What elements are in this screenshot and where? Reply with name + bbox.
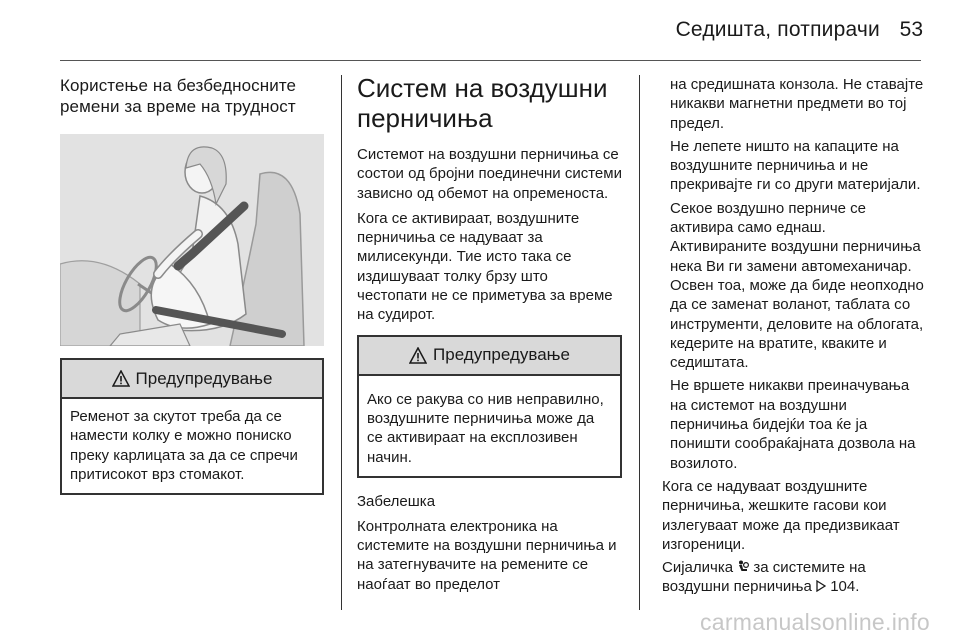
- header-rule: [60, 60, 921, 61]
- paragraph-control-indicator: [662, 558, 926, 597]
- watermark: carmanualsonline.info: [699, 609, 930, 635]
- warning-title: Предупредување: [135, 368, 273, 388]
- note-heading: Забелешка: [357, 492, 436, 510]
- warning-text: Ако се ракува со нив неправилно, воздушните перничиња може да се активираат на експлозивен начин.: [367, 390, 604, 466]
- section-heading-airbags: Систем на воздушни перничиња: [357, 73, 608, 133]
- indicator-description: за системите на воздушни перничиња: [662, 559, 866, 596]
- paragraph-airbag-system: Системот на воздушни перничиња се состои од бројни поединечни системи зависно од обемот на опременоста.: [357, 146, 622, 202]
- warning-header: [359, 337, 620, 376]
- warning-title: Предупредување: [433, 345, 570, 365]
- warning-text: Ременот за скутот треба да се намести колку е можно пониско преку карлицата за да се спречи притисокот врз стомакот.: [70, 408, 298, 483]
- warning-triangle-icon: [409, 347, 427, 364]
- warning-box-airbags: [357, 335, 622, 478]
- paragraph-hot-gases: Кога се надуваат воздушните перничиња, жешките гасови кои излегуваат може да предизвикаат изгореници.: [662, 477, 900, 553]
- warning-triangle-icon: [112, 370, 130, 387]
- paragraph-covers: Не лепете ништо на капаците на воздушните перничиња и не прекривајте ги со други материјали.: [670, 137, 921, 194]
- section-heading-pregnancy: Користење на безбедносните ремени за време на трудност: [60, 76, 297, 116]
- page-number: 53: [899, 18, 923, 41]
- column-3: [662, 75, 926, 601]
- indicator-label: Сијаличка: [662, 559, 734, 577]
- note-text: Контролната електроника на системите на воздушни перничиња и на затегнувачите на ремените се наоѓаат во пределот: [357, 517, 617, 593]
- warning-header: [62, 360, 322, 399]
- page-reference-arrow-icon: [816, 580, 826, 592]
- column-divider-right: [639, 75, 640, 610]
- page-reference[interactable]: 104.: [830, 578, 860, 596]
- column-divider-left: [341, 75, 342, 610]
- paragraph-airbag-activation: Кога се активираат, воздушните перничиња се надуваат за милисекунди. Тие исто така се издишуваат толку брзу што честопати не се приметува за време на судирот.: [357, 209, 613, 324]
- running-title: Седишта, потпирачи: [675, 18, 880, 41]
- warning-box-pregnancy: [60, 358, 324, 495]
- paragraph-magnetic-objects: на средишната конзола. Не ставајте никакви магнетни предмети во тој предел.: [670, 76, 924, 132]
- column-2: [357, 75, 622, 594]
- pregnant-woman-seatbelt-illustration: [60, 134, 324, 346]
- column-1: [60, 75, 324, 495]
- airbag-warning-seat-icon: [737, 560, 749, 574]
- paragraph-replacement: Секое воздушно перниче се активира само еднаш. Активираните воздушни перничиња нека Ви ги замени автомеханичар. Освен тоа, може да биде неопходно да се заменат воланот, таблата со инструменти, деловите на облогата, кедерите на вратите, кваките и седиштата.: [670, 199, 924, 372]
- paragraph-modifications: Не вршете никакви преиначувања на системот на воздушни перничиња бидејќи тоа ќе ја поништи сообраќајната дозвола на возилото.: [670, 377, 916, 472]
